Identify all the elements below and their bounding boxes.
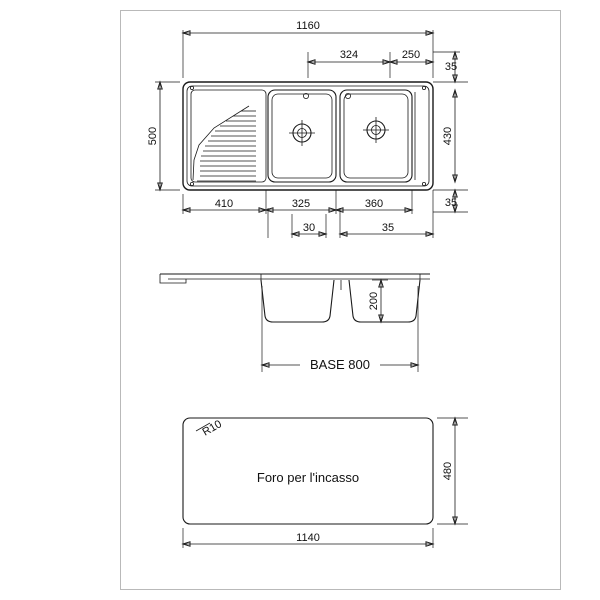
dim-35-top	[445, 52, 457, 82]
top-view	[147, 20, 468, 238]
dim-200-label: 200	[368, 291, 380, 311]
r10-label: R10	[200, 418, 224, 439]
front-section-view	[160, 274, 430, 372]
dim-325	[266, 198, 336, 212]
dim-360	[336, 198, 412, 212]
dim-base-800	[262, 357, 418, 372]
dim-35-lower	[340, 222, 433, 236]
dim-480	[442, 418, 457, 524]
dim-30	[292, 222, 326, 236]
mount-hole-tl	[190, 86, 193, 89]
drain-right	[363, 117, 389, 143]
section-bowl-right	[349, 280, 420, 322]
dim-410	[183, 198, 266, 212]
dim-500-label: 500	[147, 126, 159, 146]
cutout-view	[183, 418, 468, 548]
drain-left	[289, 120, 315, 146]
mount-hole-tr	[422, 86, 425, 89]
dim-35-top-label: 35	[444, 61, 458, 73]
dim-410-label: 410	[214, 198, 234, 210]
dim-430	[442, 90, 457, 182]
dim-1160-label: 1160	[296, 20, 320, 32]
section-bowl-left	[261, 280, 334, 322]
dim-250-label: 250	[401, 49, 421, 61]
mount-hole-bl	[190, 182, 193, 185]
dim-250	[390, 49, 433, 64]
dim-1140-label: 1140	[296, 532, 320, 544]
dim-480-label: 480	[442, 461, 454, 481]
dim-360-label: 360	[364, 198, 384, 210]
dim-30-label: 30	[302, 222, 316, 234]
section-left-tab	[160, 274, 186, 283]
dim-1140	[183, 532, 433, 546]
dim-200	[368, 280, 383, 322]
drainer-grooves	[197, 111, 256, 181]
dim-base-800-label: BASE 800	[310, 357, 370, 372]
dim-500	[147, 82, 162, 190]
drainer-left-edge	[193, 106, 249, 180]
dim-325-label: 325	[291, 198, 311, 210]
dim-35-bottom	[445, 190, 457, 212]
dim-35-lower-label: 35	[381, 222, 395, 234]
dim-324	[308, 49, 390, 64]
cutout-label: Foro per l'incasso	[256, 470, 360, 485]
dim-35-bottom-label: 35	[444, 197, 458, 209]
dim-overall-width-1160	[183, 20, 433, 35]
dim-430-label: 430	[442, 126, 454, 146]
dim-324-label: 324	[339, 49, 359, 61]
mount-hole-br	[422, 182, 425, 185]
